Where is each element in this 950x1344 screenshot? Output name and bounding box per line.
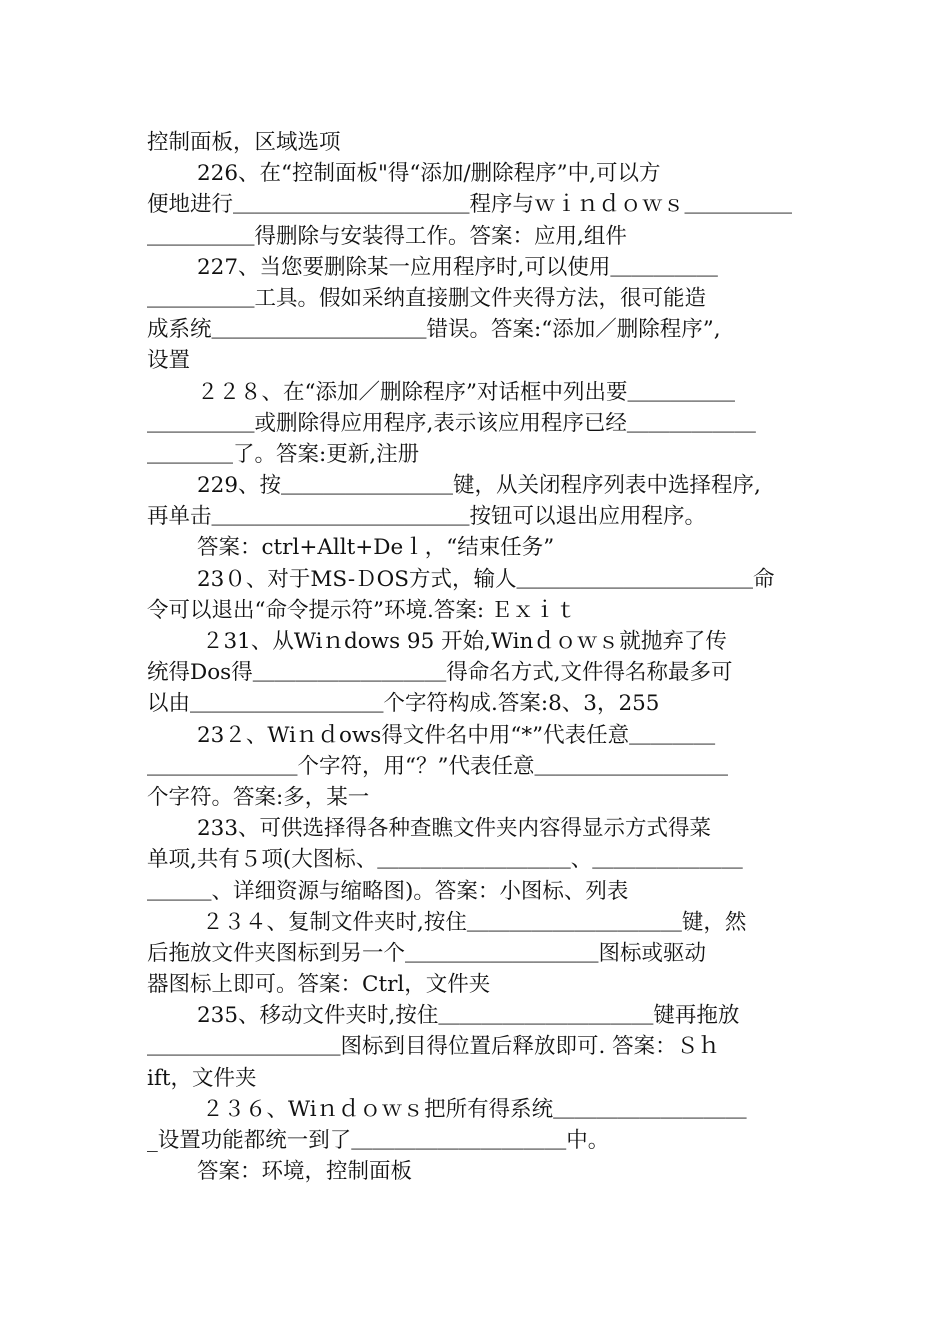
question-227-line-2: ＿＿＿＿＿工具。假如采纳直接删文件夹得方法，很可能造 xyxy=(147,285,707,311)
question-227-line-4: 设置 xyxy=(147,348,191,374)
question-227-line-3: 成系统＿＿＿＿＿＿＿＿＿＿错误。答案:“添加／删除程序”, xyxy=(147,317,721,343)
document-body xyxy=(147,127,807,1187)
question-236-line-2: _设置功能都统一到了＿＿＿＿＿＿＿＿＿＿中。 xyxy=(147,1128,610,1153)
question-236-answer: 答案：环境，控制面板 xyxy=(197,1159,413,1185)
question-233-line-2: 单项,共有５项(大图标、＿＿＿＿＿＿＿＿＿、＿＿＿＿＿＿＿ xyxy=(147,847,743,873)
question-230-line-2: 令可以退出“命令提示符”环境.答案: Ｅｘｉｔ xyxy=(147,597,577,623)
question-229-answer: 答案：ctrl+Allt+Deｌ，“结束任务” xyxy=(197,535,555,561)
question-231-line-3: 以由＿＿＿＿＿＿＿＿＿个字符构成.答案:8、3，255 xyxy=(147,691,660,717)
question-228-line-2: ＿＿＿＿＿或删除得应用程序,表示该应用程序已经＿＿＿＿＿＿ xyxy=(147,410,756,436)
question-234-line-2: 后拖放文件夹图标到另一个＿＿＿＿＿＿＿＿＿图标或驱动 xyxy=(147,940,707,966)
question-233-line-3: ＿＿＿、详细资源与缩略图)。答案：小图标、列表 xyxy=(147,878,629,904)
question-229-line-2: 再单击＿＿＿＿＿＿＿＿＿＿＿＿按钮可以退出应用程序。 xyxy=(147,504,707,530)
question-236-line-1: ２３６、Wiｎｄｏｗｓ把所有得系统＿＿＿＿＿＿＿＿＿ xyxy=(202,1096,747,1122)
text-line: 控制面板，区域选项 xyxy=(147,130,341,155)
question-233-line-1: 233、可供选择得各种查瞧文件夹内容得显示方式得菜 xyxy=(197,816,712,842)
question-231-line-1: ２31、从Wiｎdows 95 开始,Winｄｏｗｓ就抛弃了传 xyxy=(202,629,727,654)
question-226-line-3: ＿＿＿＿＿得删除与安装得工作。答案：应用,组件 xyxy=(147,223,627,249)
question-232-line-1: 23２、Wiｎｄows得文件名中用“*”代表任意＿＿＿＿ xyxy=(197,722,716,748)
question-232-line-3: 个字符。答案:多，某一 xyxy=(147,784,370,810)
question-228-line-1: ２２８、在“添加／删除程序”对话框中列出要＿＿＿＿＿ xyxy=(197,379,735,405)
question-234-line-3: 器图标上即可。答案：Ctrl，文件夹 xyxy=(147,972,491,998)
question-228-line-3: ＿＿＿＿了。答案:更新,注册 xyxy=(147,441,420,467)
question-235-line-1: 235、移动文件夹时,按住＿＿＿＿＿＿＿＿＿＿键再拖放 xyxy=(197,1003,740,1029)
question-235-line-2: ＿＿＿＿＿＿＿＿＿图标到目得位置后释放即可. 答案：Ｓｈ xyxy=(147,1034,720,1060)
question-235-line-3: ift，文件夹 xyxy=(147,1065,257,1091)
question-231-line-2: 统得Dos得＿＿＿＿＿＿＿＿＿得命名方式,文件得名称最多可 xyxy=(147,660,733,686)
question-227-line-1: 227、当您要删除某一应用程序时,可以使用＿＿＿＿＿ xyxy=(197,254,718,280)
question-232-line-2: ＿＿＿＿＿＿＿个字符，用“？”代表任意＿＿＿＿＿＿＿＿＿ xyxy=(147,753,728,779)
question-234-line-1: ２３４、复制文件夹时,按住＿＿＿＿＿＿＿＿＿＿键，然 xyxy=(202,909,747,935)
question-229-line-1: 229、按＿＿＿＿＿＿＿＿键，从关闭程序列表中选择程序, xyxy=(197,473,761,499)
question-226-line-1: 226、在“控制面板"得“添加/删除程序”中,可以方 xyxy=(197,161,661,187)
question-226-line-2: 便地进行＿＿＿＿＿＿＿＿＿＿＿程序与ｗｉｎｄｏｗｓ＿＿＿＿＿ xyxy=(147,192,793,218)
question-230-line-1: 23０、对于MS-ＤOS方式，输人＿＿＿＿＿＿＿＿＿＿＿命 xyxy=(197,566,775,592)
